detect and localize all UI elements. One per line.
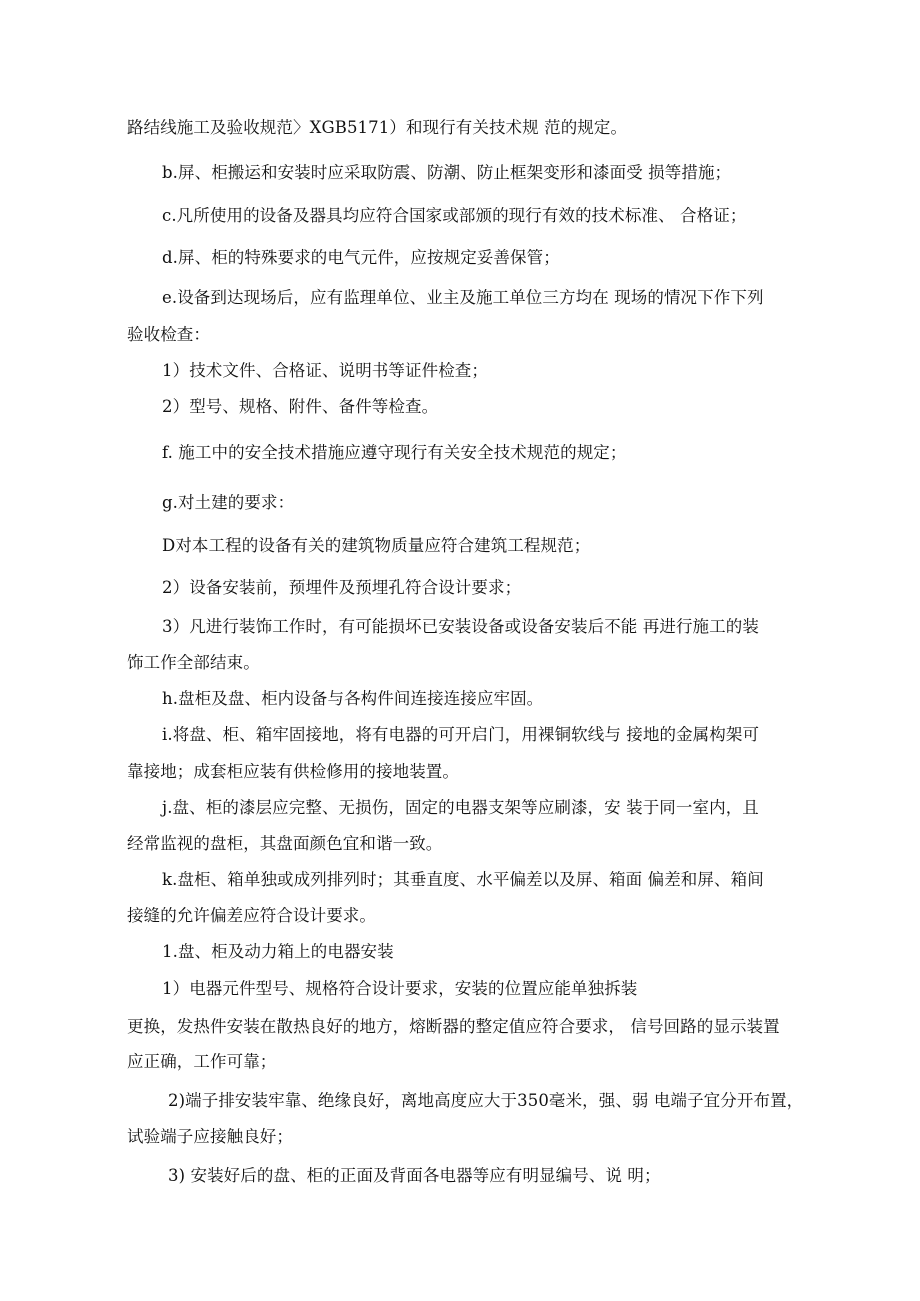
text-line: d.屏、柜的特殊要求的电气元件，应按规定妥善保管；: [162, 248, 560, 267]
text-line: j.盘、柜的漆层应完整、无损伤，固定的电器支架等应刷漆，安 装于同一室内，且: [162, 798, 759, 817]
text-line: g.对土建的要求：: [162, 493, 295, 512]
text-line: 3）凡进行装饰工作时，有可能损坏已安装设备或设备安装后不能 再进行施工的装: [162, 617, 759, 636]
text-line: e.设备到达现场后，应有监理单位、业主及施工单位三方均在 现场的情况下作下列: [162, 288, 764, 307]
text-line: 更换，发热件安装在散热良好的地方，熔断器的整定值应符合要求， 信号回路的显示装置: [127, 1017, 780, 1036]
text-line: 靠接地；成套柜应装有供检修用的接地装置。: [127, 762, 459, 781]
text-line: 2）设备安装前，预埋件及预埋孔符合设计要求；: [162, 578, 522, 597]
text-line: 2)端子排安装牢靠、绝缘良好，离地高度应大于350毫米，强、弱 电端子宜分开布置，: [168, 1091, 804, 1110]
text-line: 1）技术文件、合格证、说明书等证件检查；: [162, 361, 488, 380]
text-line: 经常监视的盘柜，其盘面颜色宜和谐一致。: [127, 834, 443, 853]
text-line: k.盘柜、箱单独或成列排列时；其垂直度、水平偏差以及屏、箱面 偏差和屏、箱间: [162, 870, 764, 889]
text-line: i.将盘、柜、箱牢固接地，将有电器的可开启门，用裸铜软线与 接地的金属构架可: [162, 725, 760, 744]
text-line: c.凡所使用的设备及器具均应符合国家或部颁的现行有效的技术标准、 合格证；: [162, 206, 747, 225]
text-line: D对本工程的设备有关的建筑物质量应符合建筑工程规范；: [162, 536, 591, 555]
text-line: 饰工作全部结束。: [127, 653, 260, 672]
text-line: 2）型号、规格、附件、备件等检查。: [162, 397, 439, 416]
text-line: 接缝的允许偏差应符合设计要求。: [127, 906, 376, 925]
text-line: 3) 安装好后的盘、柜的正面及背面各电器等应有明显编号、说 明；: [168, 1166, 661, 1185]
text-line: 应正确，工作可靠；: [127, 1052, 277, 1071]
text-line: 1）电器元件型号、规格符合设计要求，安装的位置应能单独拆装: [162, 979, 638, 998]
text-line: b.屏、柜搬运和安装时应采取防震、防潮、防止框架变形和漆面受 损等措施；: [162, 163, 732, 182]
text-line: 试验端子应接触良好；: [127, 1127, 293, 1146]
text-line: 路结线施工及验收规范〉XGB5171）和现行有关技术规 范的规定。: [127, 118, 628, 137]
text-line: f. 施工中的安全技术措施应遵守现行有关安全技术规范的规定；: [162, 443, 627, 462]
text-line: 验收检查：: [127, 325, 210, 344]
text-line: 1.盘、柜及动力箱上的电器安装: [162, 942, 394, 961]
text-line: h.盘柜及盘、柜内设备与各构件间连接连接应牢固。: [162, 689, 544, 708]
